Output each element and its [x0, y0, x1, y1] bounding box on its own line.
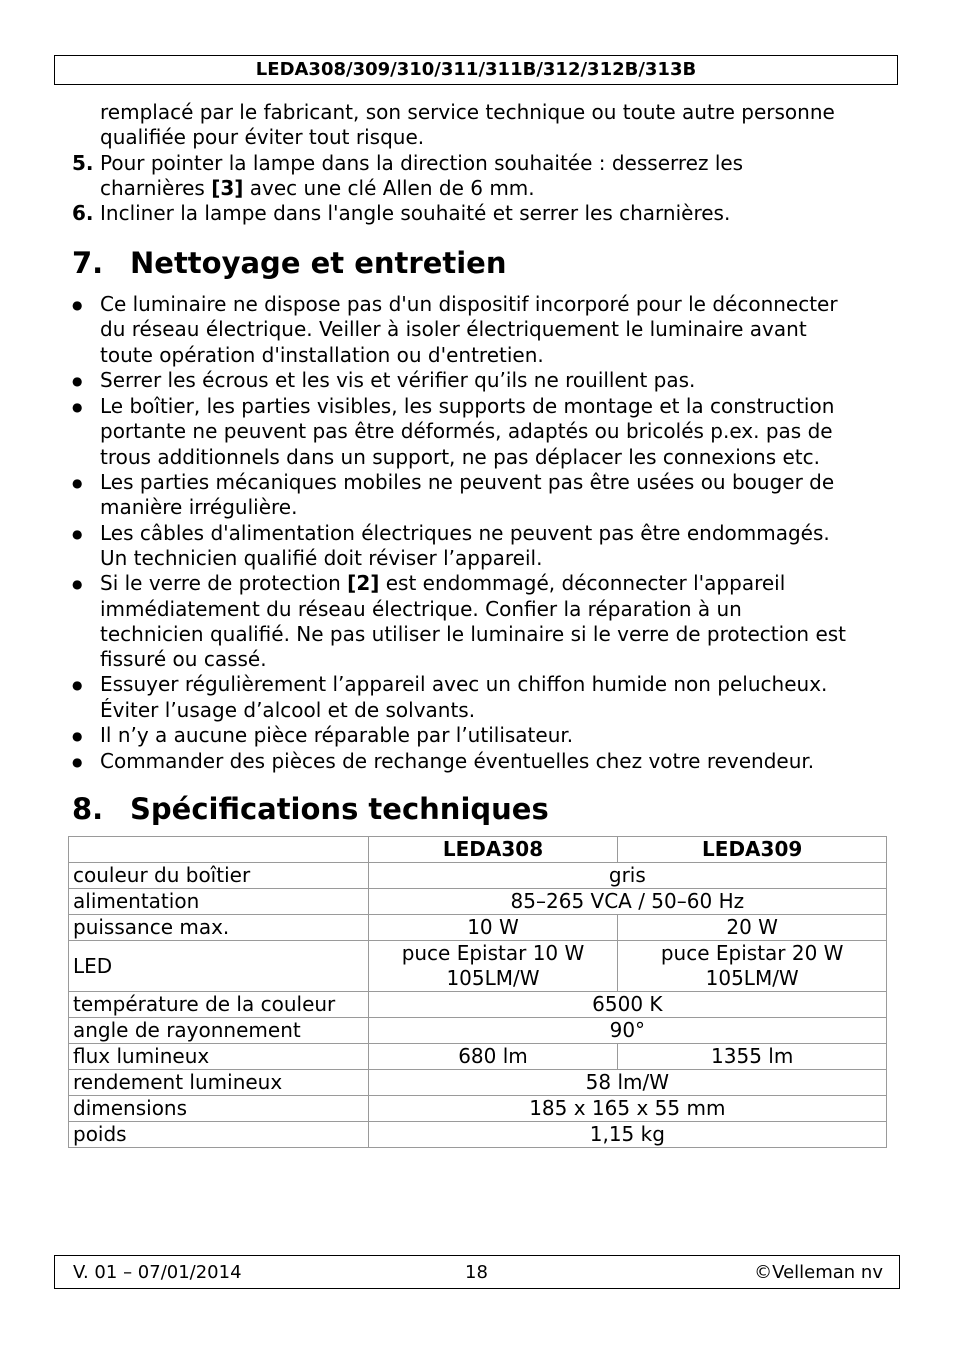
- table-row: poids 1,15 kg: [69, 1122, 887, 1148]
- section-8-heading: 8. Spécifications techniques: [72, 792, 549, 826]
- list-item: ● Ce luminaire ne dispose pas d'un dispositif incorporé pour le déconnecter du réseau électrique. Veiller à isoler électriquement le luminaire avant toute opération d'installation ou d'entretien.: [72, 292, 838, 367]
- bullet-icon: ●: [72, 526, 83, 541]
- list-item: ● Essuyer régulièrement l’appareil avec un chiffon humide non pelucheux. Éviter l’usage d’alcool et de solvants.: [72, 672, 828, 722]
- bullet-icon: ●: [72, 755, 83, 770]
- maintenance-list: [72, 292, 887, 776]
- table-row: température de la couleur 6500 K: [69, 992, 887, 1018]
- list-item: ● Les parties mécaniques mobiles ne peuvent pas être usées ou bouger de manière irrégulière.: [72, 470, 835, 520]
- bullet-icon: ●: [72, 400, 83, 415]
- bullet-icon: ●: [72, 476, 83, 491]
- section-7-heading: 7. Nettoyage et entretien: [72, 246, 507, 280]
- table-row: dimensions 185 x 165 x 55 mm: [69, 1096, 887, 1122]
- list-item: ● Commander des pièces de rechange éventuelles chez votre revendeur.: [72, 749, 887, 775]
- document-header: [54, 55, 898, 85]
- table-row: rendement lumineux 58 lm/W: [69, 1070, 887, 1096]
- list-item: ● Si le verre de protection [2] est endommagé, déconnecter l'appareil immédiatement du réseau électrique. Confier la réparation à un technicien qualifié. Ne pas utiliser le luminaire si le verre de protection est fissuré ou cassé.: [72, 571, 847, 672]
- footer-copyright: ©Velleman nv: [754, 1262, 883, 1283]
- step-5: 5. Pour pointer la lampe dans la direction souhaitée : desserrez les charnières [3] avec une clé Allen de 6 mm.: [72, 150, 744, 200]
- table-row: alimentation 85–265 VCA / 50–60 Hz: [69, 889, 887, 915]
- bullet-icon: ●: [72, 729, 83, 744]
- list-item: ● Il n’y a aucune pièce réparable par l’utilisateur.: [72, 723, 887, 749]
- header-title: LEDA308/309/310/311/311B/312/312B/313B: [255, 59, 697, 80]
- installation-steps: [72, 100, 892, 226]
- bullet-icon: ●: [72, 298, 83, 312]
- list-item: ● Le boîtier, les parties visibles, les supports de montage et la construction portante ne peuvent pas être déformés, adaptés ou bricolés p.ex. pas de trous additionnels dans un support, ne pas déplacer les connexions etc.: [72, 394, 835, 469]
- continuation-line: remplacé par le fabricant, son service technique ou toute autre personne qualifiée pour éviter tout risque.: [100, 100, 835, 150]
- bullet-icon: ●: [72, 678, 83, 693]
- bullet-icon: ●: [72, 373, 83, 388]
- document-footer: [54, 1255, 900, 1289]
- specifications-table: [68, 836, 887, 1148]
- table-row: puissance max. 10 W 20 W: [69, 915, 887, 941]
- table-row: couleur du boîtier gris: [69, 863, 887, 889]
- footer-version: V. 01 – 07/01/2014: [73, 1262, 242, 1283]
- bullet-icon: ●: [72, 577, 83, 592]
- table-row: angle de rayonnement 90°: [69, 1018, 887, 1044]
- table-row: LED puce Epistar 10 W 105LM/W puce Epistar 20 W 105LM/W: [69, 941, 887, 992]
- table-header-row: LEDA308 LEDA309: [69, 837, 887, 863]
- step-6: 6. Incliner la lampe dans l'angle souhaité et serrer les charnières.: [72, 201, 731, 226]
- list-item: ● Les câbles d'alimentation électriques ne peuvent pas être endommagés. Un technicien qualifié doit réviser l’appareil.: [72, 520, 830, 570]
- table-row: flux lumineux 680 lm 1355 lm: [69, 1044, 887, 1070]
- list-item: ● Serrer les écrous et les vis et vérifier qu’ils ne rouillent pas.: [72, 368, 887, 394]
- page-number: 18: [465, 1262, 488, 1283]
